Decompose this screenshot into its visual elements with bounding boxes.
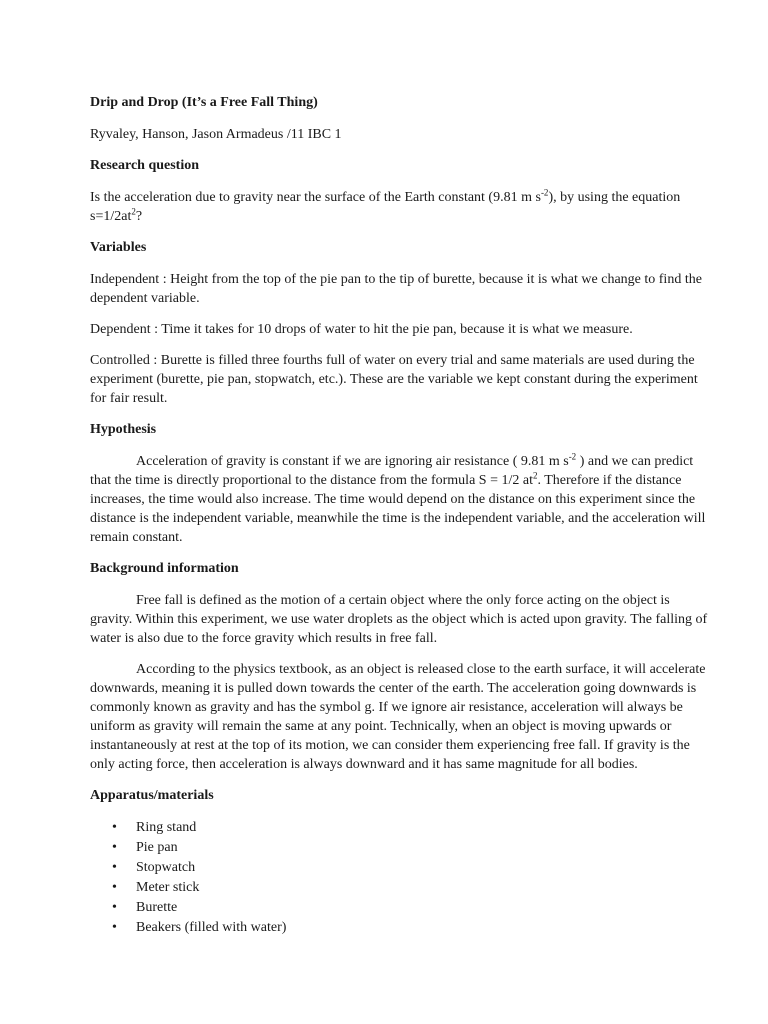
material-label: Beakers (filled with water) [136,920,287,935]
material-label: Stopwatch [136,860,196,875]
hypothesis-text [90,452,708,547]
research-question-part-a: Is the acceleration due to gravity near the surface of the Earth constant (9.81 m s [90,190,541,205]
materials-list [90,818,708,938]
hypothesis-part-c: . Therefore if the distance increases, the time would also increase. The time would depend on the distance on this experiment since the distance is the independent variable, meanwhile the time is the independent variable, and the acceleration will remain constant. [90,473,706,545]
research-question-part-b: ), by using the equation s=1/2at [90,190,681,224]
hypothesis-exponent-b: 2 [532,470,538,481]
research-question-heading: Research question [90,158,200,173]
bullet-icon: • [112,900,117,915]
research-question-exponent-b: 2 [131,206,136,217]
list-item [90,878,708,898]
hypothesis-part-b: ) and we can predict that the time is directly proportional to the distance from the formula S = 1/2 at [90,454,694,488]
apparatus-heading: Apparatus/materials [90,788,214,803]
background-paragraph-1: Free fall is defined as the motion of a certain object where the only force acting on the object is gravity. Within this experiment, we use water droplets as the object which is acted upon gravity. The falling of water is also due to the force gravity which results in free fall. [90,593,708,646]
material-label: Pie pan [136,840,178,855]
bullet-icon: • [112,860,117,875]
hypothesis-exponent-a: -2 [568,451,577,462]
research-question-part-c: ? [135,209,143,224]
list-item [90,898,708,918]
controlled-variable-text: Controlled : Burette is filled three fourths full of water on every trial and same materials are used during the experiment (burette, pie pan, stopwatch, etc.). These are the variable we kept constant during the experiment for fair result. [90,353,698,406]
dependent-variable-text: Dependent : Time it takes for 10 drops of water to hit the pie pan, because it is what we measure. [90,322,633,337]
hypothesis-heading: Hypothesis [90,422,157,437]
document-title: Drip and Drop (It’s a Free Fall Thing) [90,95,318,110]
research-question-exponent-a: -2 [540,187,549,198]
list-item [90,858,708,878]
list-item [90,918,708,938]
material-label: Ring stand [136,820,197,835]
list-item [90,818,708,838]
bullet-icon: • [112,820,117,835]
bullet-icon: • [112,880,117,895]
hypothesis-part-a: Acceleration of gravity is constant if we are ignoring air resistance ( 9.81 m s [136,454,569,469]
bullet-icon: • [112,840,117,855]
independent-variable-text: Independent : Height from the top of the pie pan to the tip of burette, because it is what we change to find the dependent variable. [90,272,702,306]
bullet-icon: • [112,920,117,935]
background-paragraph-2: According to the physics textbook, as an object is released close to the earth surface, it will accelerate downwards, meaning it is pulled down towards the center of the earth. The acceleration going downwards is commonly known as gravity and has the symbol g. If we ignore air resistance, acceleration will always be uniform as gravity will remain the same at any point. Technically, when an object is moving upwards or instantaneously at rest at the top of its motion, we can consider them experiencing free fall. If gravity is the only acting force, then acceleration is always downward and it has same magnitude for all bodies. [90,662,706,772]
variables-heading: Variables [90,240,147,255]
research-question-text [90,188,708,226]
material-label: Burette [136,900,178,915]
list-item [90,838,708,858]
material-label: Meter stick [136,880,200,895]
authors-line: Ryvaley, Hanson, Jason Armadeus /11 IBC 1 [90,127,342,142]
background-heading: Background information [90,561,239,576]
